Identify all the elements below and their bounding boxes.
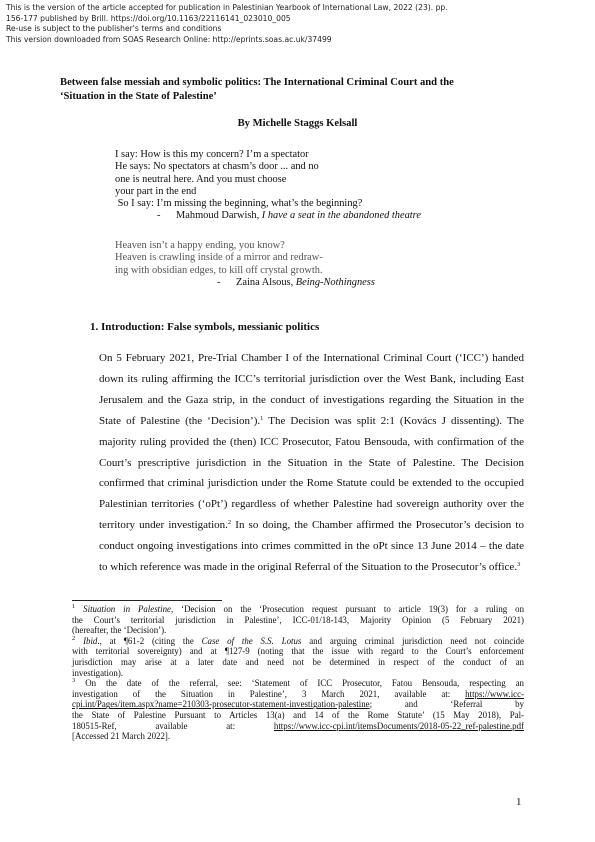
body-line <box>99 411 524 432</box>
attribution-author: - Mahmoud Darwish, <box>157 210 262 222</box>
footnote-number: 3 <box>72 677 76 685</box>
body-line: conduct ongoing investigations into crimes committed in the oPt since 13 June 2014 – the date <box>99 540 524 553</box>
icc-statement-link[interactable]: cpi.int/Pages/item.aspx?name=210303-prosecutor-statement-investigation-palestine <box>72 699 370 710</box>
referral-pdf-link[interactable]: https://www.icc-cpi.int/itemsDocuments/2018-05-22_ref-palestine.pdf <box>273 720 524 731</box>
footnote-ref[interactable]: 3 <box>517 561 521 569</box>
epigraph-attribution <box>115 210 421 222</box>
body-text: In so doing, the Chamber affirmed the Prosecutor’s decision to <box>231 519 524 532</box>
body-paragraph <box>99 348 524 578</box>
epigraph-attribution <box>115 277 375 289</box>
footnote-3 <box>72 678 524 689</box>
footnote-text: ., at ¶61-2 (citing the <box>97 635 202 646</box>
body-line: Jerusalem and the Gaza strip, in the conduct of investigations regarding the Situation in the <box>99 393 524 406</box>
footnote-line <box>72 689 524 700</box>
epigraph-line: ing with obsidian edges, to kill off crystal growth. <box>115 264 323 276</box>
footnote-text: On the date of the referral, see: ‘Statement of ICC Prosecutor, Fatou Bensouda, respecting an <box>75 678 524 689</box>
attribution-work: Being-Nothingness <box>295 276 375 288</box>
article-author: By Michelle Staggs Kelsall <box>237 118 358 129</box>
icc-statement-link[interactable]: https://www.icc- <box>465 688 524 699</box>
footnote-line <box>72 699 524 710</box>
footnote-text: investigation of the Situation in Palestine’, 3 March 2021, available at: <box>72 688 466 699</box>
case-title: Case of the S.S. Lotus <box>201 635 302 646</box>
footnote-line: jurisdiction may arise at a later date and need not be determined in respect of the conduct of an <box>72 656 524 667</box>
footnote-ref[interactable]: 1 <box>260 414 264 422</box>
body-line <box>99 515 524 536</box>
repository-header <box>6 3 448 45</box>
header-line: Re-use is subject to the publisher's terms and conditions <box>6 24 222 34</box>
footnote-text: , ‘Decision on the ‘Prosecution request pursuant to article 19(3) for a ruling on <box>170 604 525 614</box>
header-line: This version downloaded from SOAS Research Online: http://eprints.soas.ac.uk/37499 <box>6 34 332 44</box>
body-text: State of Palestine (the ‘Decision’). <box>99 414 261 427</box>
body-line <box>99 557 524 578</box>
header-line: This is the version of the article accepted for publication in Palestinian Yearbook of International Law, 2022 (23). pp. <box>6 3 448 12</box>
footnote-ref[interactable]: 2 <box>227 519 232 527</box>
body-line: On 5 February 2021, Pre-Trial Chamber I of the International Criminal Court (‘ICC’) handed <box>99 352 524 364</box>
footnote-text: 180515-Ref, available at: <box>72 720 274 731</box>
footnote-line: the State of Palestine Pursuant to Articles 13(a) and 14 of the Rome Statute’ (15 May 2018), Pal- <box>72 709 524 720</box>
attribution-author: - Zaina Alsous, <box>217 276 296 288</box>
footnote-1 <box>72 604 524 615</box>
page-number: 1 <box>516 796 522 808</box>
epigraph-line: I say: How is this my concern? I’m a spectator <box>115 149 309 160</box>
epigraph-alsous <box>115 240 375 289</box>
body-line: majority ruling provided the (then) ICC Prosecutor, Fatou Bensouda, with confirmation of the <box>99 435 524 448</box>
body-line: down its ruling affirming the ICC’s territorial jurisdiction over the West Bank, including East <box>99 372 524 385</box>
epigraph-darwish <box>115 149 421 223</box>
body-text: The Decision was split 2:1 (Kovács J dissenting). The <box>263 414 524 427</box>
footnote-line: the Court’s territorial jurisdiction in Palestine’, ICC-01/18-143, Majority Opinion (5 February 2021) <box>72 614 524 625</box>
footnote-text: ; and ‘Referral by <box>369 699 524 710</box>
epigraph-line: He says: No spectators at chasm’s door ... and no <box>115 161 319 173</box>
header-line: 156-177 published by Brill. https://doi.org/10.1163/22116141_023010_005 <box>6 13 291 23</box>
footnote-line: with territorial sovereignty) and at ¶127-9 (noting that the issue with regard to the Court’s enforcement <box>72 646 524 657</box>
body-line: Court’s prescriptive jurisdiction in the Situation in the State of Palestine. The Decision <box>99 456 524 469</box>
body-text: territory under investigation. <box>99 519 228 532</box>
body-line: Palestinian territories (‘oPt’) regardless of whether Palestine had sovereign authority over the <box>99 498 524 511</box>
epigraph-line: your part in the end <box>115 185 197 197</box>
article-title <box>60 76 535 104</box>
body-text: to which reference was made in the original Referral of the Situation to the Prosecutor’s office. <box>99 561 518 574</box>
footnote-divider <box>72 600 222 601</box>
footnotes <box>72 604 524 742</box>
epigraph-line: Heaven isn’t a happy ending, you know? <box>115 240 285 251</box>
footnote-text: and arguing criminal jurisdiction need not coincide <box>301 635 525 646</box>
title-line: Between false messiah and symbolic politics: The International Criminal Court and the <box>60 77 454 88</box>
title-line: ‘Situation in the State of Palestine’ <box>60 91 217 102</box>
footnote-line: (hereafter, the ‘Decision’). <box>72 625 167 636</box>
case-title: Situation in Palestine <box>83 604 171 614</box>
ibid: Ibid <box>83 635 98 646</box>
footnote-2 <box>72 636 524 647</box>
footnote-line <box>72 721 524 732</box>
epigraph-line: So I say: I’m missing the beginning, what’s the beginning? <box>115 198 363 210</box>
attribution-work: I have a seat in the abandoned theatre <box>261 210 421 222</box>
footnote-number: 2 <box>72 634 76 642</box>
epigraph-line: Heaven is crawling inside of a mirror and redraw- <box>115 252 323 264</box>
footnote-line: [Accessed 21 March 2022]. <box>72 731 171 742</box>
epigraph-line: one is neutral here. And you must choose <box>115 173 287 185</box>
section-heading: 1. Introduction: False symbols, messianic politics <box>90 321 320 333</box>
footnote-line: investigation). <box>72 667 124 678</box>
body-line: confirmed that criminal jurisdiction under the Rome Statute could be extended to the occupied <box>99 477 524 490</box>
footnote-number: 1 <box>72 603 76 610</box>
